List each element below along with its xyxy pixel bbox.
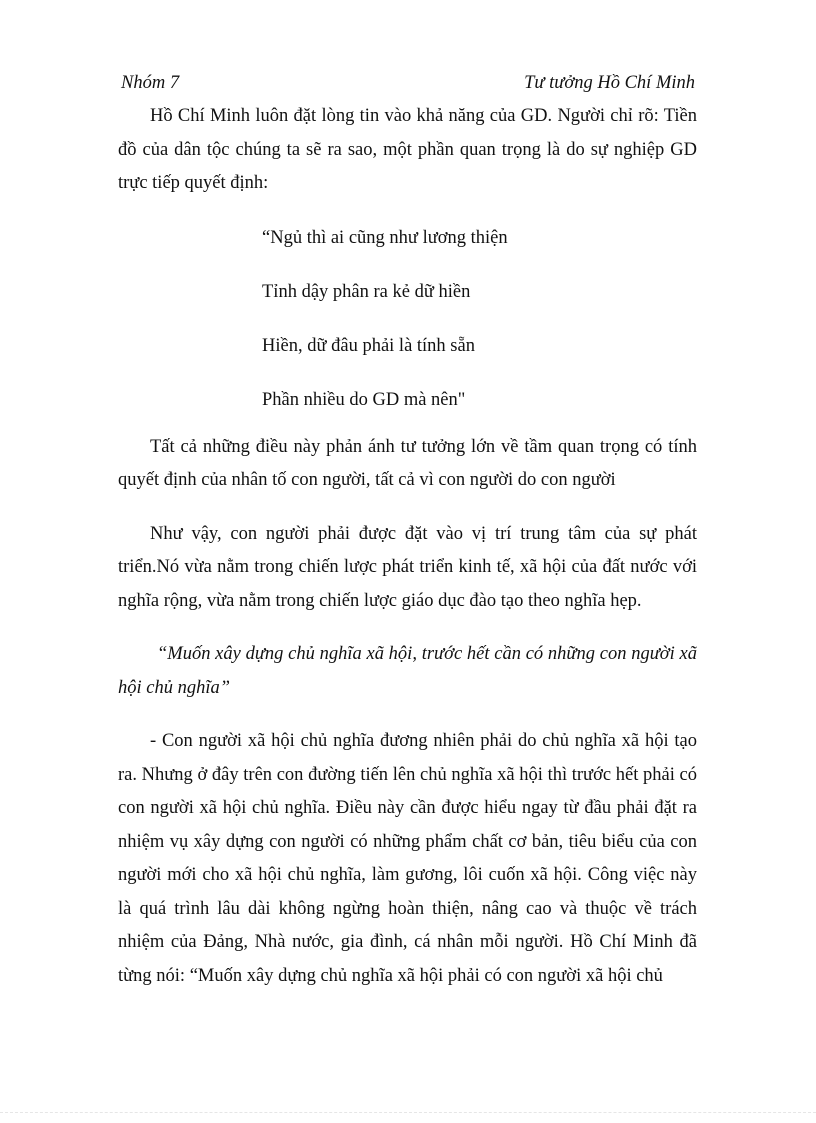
page-header bbox=[121, 73, 695, 97]
page-bottom-divider bbox=[0, 1112, 816, 1113]
poem-line: Phần nhiều do GD mà nên" bbox=[262, 389, 466, 410]
document-body bbox=[118, 100, 697, 993]
paragraph-intro: Hồ Chí Minh luôn đặt lòng tin vào khả năng của GD. Người chỉ rõ: Tiền đồ của dân tộc chúng ta sẽ ra sao, một phần quan trọng là do sự nghiệp GD trực tiếp quyết định: bbox=[118, 106, 697, 193]
poem-line: Tỉnh dậy phân ra kẻ dữ hiền bbox=[262, 281, 471, 302]
paragraph-socialist-person: - Con người xã hội chủ nghĩa đương nhiên phải do chủ nghĩa xã hội tạo ra. Nhưng ở đây trên con đường tiến lên chủ nghĩa xã hội thì trước hết phải có con người xã hội chủ nghĩa. Điều này cần được hiểu ngay từ đầu phải đặt ra nhiệm vụ xây dựng con người có những phẩm chất cơ bản, tiêu biểu của con người mới cho xã hội chủ nghĩa, làm gương, lôi cuốn xã hội. Công việc này là quá trình lâu dài không ngừng hoàn thiện, nâng cao và thuộc về trách nhiệm của Đảng, Nhà nước, gia đình, cá nhân mỗi người. Hồ Chí Minh đã từng nói: “Muốn xây dựng chủ nghĩa xã hội phải có con người xã hội chủ bbox=[118, 731, 697, 986]
poem-line: “Ngủ thì ai cũng như lương thiện bbox=[262, 227, 508, 248]
paragraph-reflection: Tất cả những điều này phản ánh tư tưởng lớn về tầm quan trọng có tính quyết định của nhân tố con người, tất cả vì con người do con người bbox=[118, 436, 697, 490]
paragraph-central-role: Như vậy, con người phải được đặt vào vị trí trung tâm của sự phát triển.Nó vừa nằm trong chiến lược phát triển kinh tế, xã hội của đất nước với nghĩa rộng, vừa nằm trong chiến lược giáo dục đào tạo theo nghĩa hẹp. bbox=[118, 523, 697, 611]
header-group-label: Nhóm 7 bbox=[121, 73, 180, 93]
poem-block bbox=[118, 211, 697, 427]
poem-line: Hiền, dữ đâu phải là tính sẵn bbox=[262, 335, 475, 356]
quote-heading: “Muốn xây dựng chủ nghĩa xã hội, trước hết cần có những con người xã hội chủ nghĩa” bbox=[118, 644, 697, 698]
header-subject-label: Tư tưởng Hồ Chí Minh bbox=[524, 73, 695, 93]
